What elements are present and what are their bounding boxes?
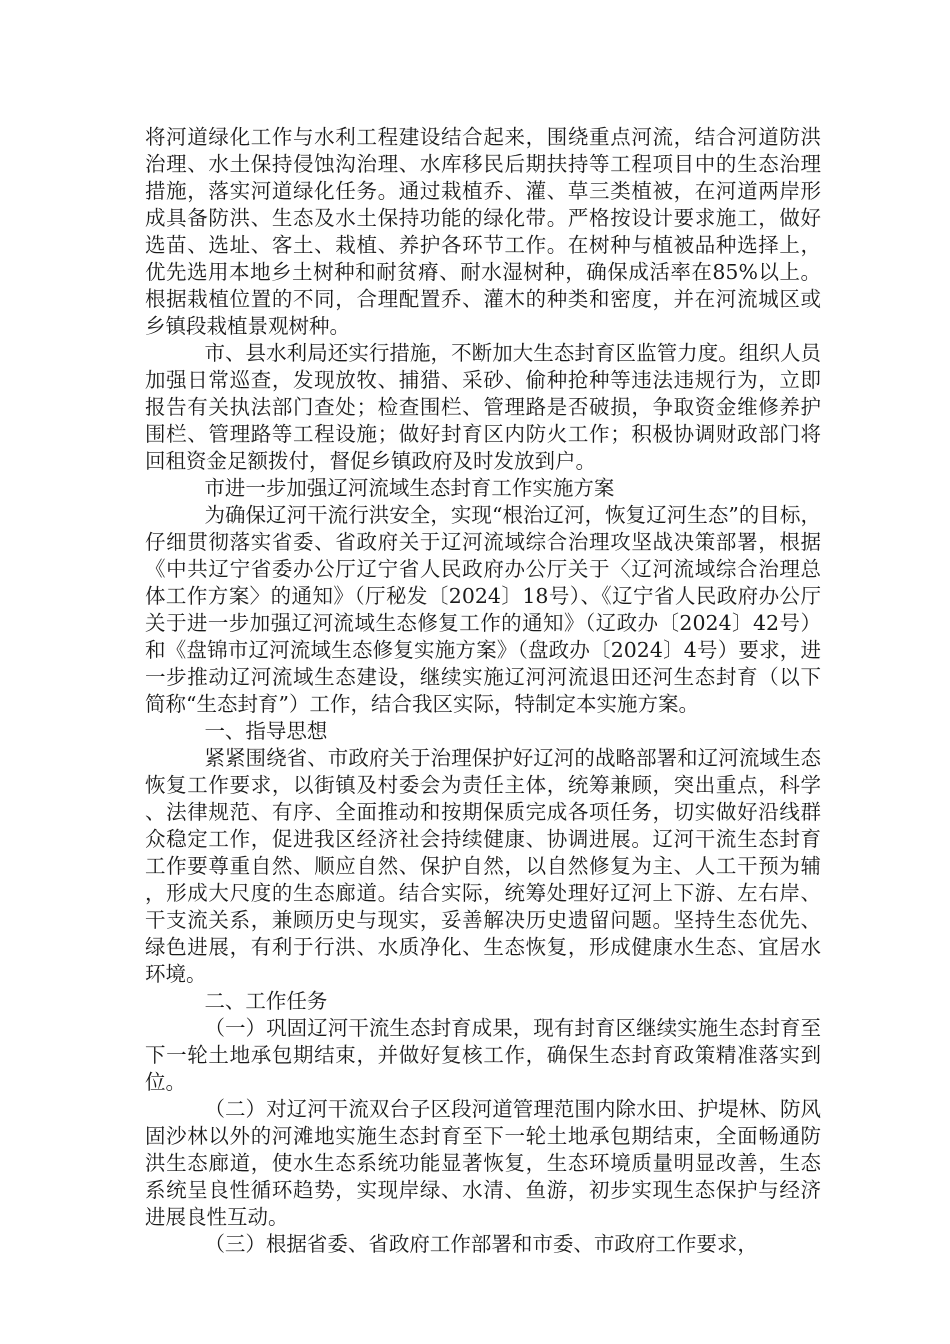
paragraph-task-3: （三）根据省委、省政府工作部署和市委、市政府工作要求，	[204, 1232, 758, 1256]
paragraph-task-2: （二）对辽河干流双台子区段河道管理范围内除水田、护堤林、防风固沙林以外的河滩地实施生态封育至下一轮土地承包期结束，全面畅通防洪生态廊道，使水生态系统功能显著恢复，生态环境质量明显改善，生态系统呈良性循环趋势，实现岸绿、水清、鱼游，初步实现生态保护与经济进展良性互动。	[145, 1097, 821, 1229]
document-page	[145, 124, 821, 1258]
heading-work-tasks: 二、工作任务	[204, 989, 328, 1013]
document-section-title: 市进一步加强辽河流域生态封育工作实施方案	[204, 476, 615, 500]
paragraph-guiding-ideology: 紧紧围绕省、市政府关于治理保护好辽河的战略部署和辽河流域生态恢复工作要求，以街镇及村委会为责任主体，统筹兼顾，突出重点，科学、法律规范、有序、全面推动和按期保质完成各项任务，切实做好沿线群众稳定工作，促进我区经济社会持续健康、协调进展。辽河干流生态封育工作要尊重自然、顺应自然、保护自然，以自然修复为主、人工干预为辅，形成大尺度的生态廊道。结合实际，统筹处理好辽河上下游、左右岸、干支流关系，兼顾历史与现实，妥善解决历史遗留问题。坚持生态优先、绿色进展，有利于行洪、水质净化、生态恢复，形成健康水生态、宜居水环境。	[145, 746, 821, 986]
heading-guiding-ideology: 一、指导思想	[204, 719, 328, 743]
paragraph-river-greening: 将河道绿化工作与水利工程建设结合起来，围绕重点河流，结合河道防洪治理、水土保持侵蚀沟治理、水库移民后期扶持等工程项目中的生态治理措施，落实河道绿化任务。通过栽植乔、灌、草三类植被，在河道两岸形成具备防洪、生态及水土保持功能的绿化带。严格按设计要求施工，做好选苗、选址、客土、栽植、养护各环节工作。在树种与植被品种选择上，优先选用本地乡土树种和耐贫瘠、耐水湿树种，确保成活率在85%以上。根据栽植位置的不同，合理配置乔、灌木的种类和密度，并在河流城区或乡镇段栽植景观树种。	[145, 125, 821, 338]
paragraph-purpose: 为确保辽河干流行洪安全，实现“根治辽河，恢复辽河生态”的目标，仔细贯彻落实省委、省政府关于辽河流域综合治理攻坚战决策部署，根据《中共辽宁省委办公厅辽宁省人民政府办公厅关于〈辽河流域综合治理总体工作方案〉的通知》（厅秘发〔2024〕18号）、《辽宁省人民政府办公厅关于进一步加强辽河流域生态修复工作的通知》（辽政办〔2024〕42号）和《盘锦市辽河流域生态修复实施方案》（盘政办〔2024〕4号）要求，进一步推动辽河流域生态建设，继续实施辽河河流退田还河生态封育（以下简称“生态封育”）工作，结合我区实际，特制定本实施方案。	[145, 503, 821, 716]
paragraph-supervision: 市、县水利局还实行措施，不断加大生态封育区监管力度。组织人员加强日常巡查，发现放牧、捕猎、采砂、偷种抢种等违法违规行为，立即报告有关执法部门查处；检查围栏、管理路是否破损，争取资金维修养护围栏、管理路等工程设施；做好封育区内防火工作；积极协调财政部门将回租资金足额拨付，督促乡镇政府及时发放到户。	[145, 341, 821, 473]
paragraph-task-1: （一）巩固辽河干流生态封育成果，现有封育区继续实施生态封育至下一轮土地承包期结束，并做好复核工作，确保生态封育政策精准落实到位。	[145, 1016, 821, 1094]
